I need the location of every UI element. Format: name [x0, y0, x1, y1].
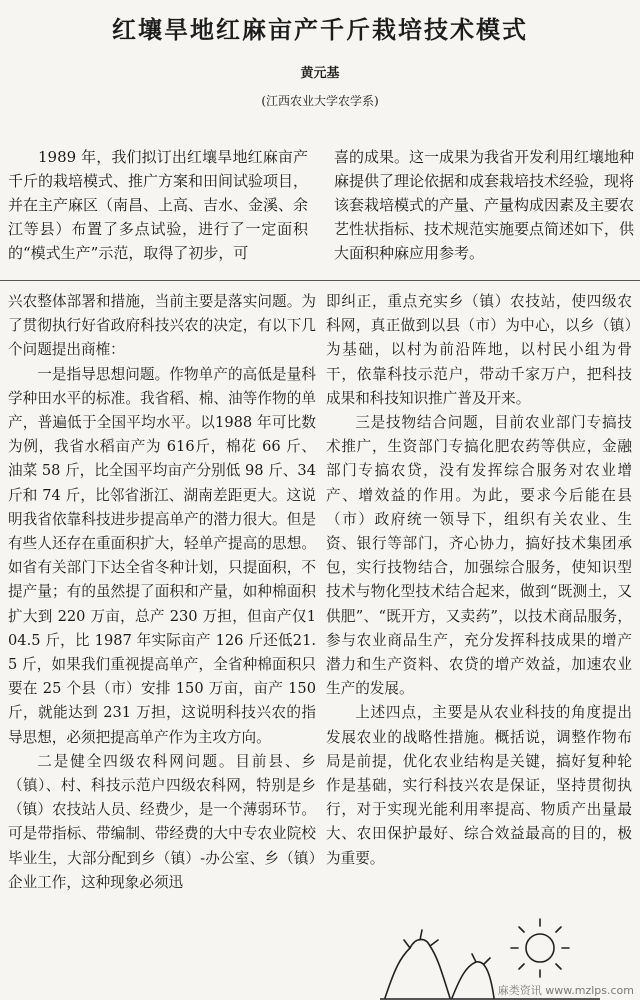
section-divider — [0, 280, 640, 281]
body-paragraph: 三是技物结合问题，目前农业部门专搞技术推广，生资部门专搞化肥农药等供应，金融部门专搞农贷，没有发挥综合服务对农业增产、增效益的作用。为此，要求今后能在县（市）政府统一领导下，组织有关农业、生资、银行等部门，齐心协力，搞好技术集团承包，实行技物结合，加强综合服务，使知识型技术与物化型技术结合起来，做到“既测土，又供肥”、“既开方，又卖药”，以技术商品服务，参与农业商品生产，充分发挥科技成果的增产潜力和生产资料、农贷的增产效益，加速农业生产的发展。 — [326, 414, 632, 698]
body-paragraph: 上述四点，主要是从农业科技的角度提出发展农业的战略性措施。概括说，调整作物布局是前提，优化农业结构是关键，搞好复种轮作是基础，实行科技兴农是保证，坚持贯彻执行，对于实现光能利用率提高、物质产出量最大、农田保护最好、综合效益最高的目的，极为重要。 — [326, 704, 632, 867]
intro-paragraph-left: 1989 年，我们拟订出红壤旱地红麻亩产千斤的栽培模式、推广方案和田间试验项目，并在主产麻区（南昌、上高、吉水、金溪、余江等县）布置了多点试验，进行了一定面积的“模式生产”示范，取得了初步，可 — [8, 148, 309, 262]
intro-paragraph-right: 喜的成果。这一成果为我省开发利用红壤地种麻提供了理论依据和成套栽培技术经验，现将该套栽培模式的产量、产量构成因素及主要农艺性状指标、技术规范实施要点简述如下，供大面积种麻应用参考。 — [334, 148, 635, 262]
author-name: 黄元基 — [300, 66, 340, 81]
body-paragraph: 二是健全四级农科网问题。目前县、乡（镇）、村、科技示范户四级农科网，特别是乡（镇）农技站人员、经费少，是一个薄弱环节。可是带指标、带编制、带经费的大中专农业院校毕业生，大部分配到乡（镇）-办公室、乡（镇）企业工作，这种现象必须迅 — [8, 752, 316, 891]
site-watermark: 麻类资讯 www.mzlps.com — [497, 984, 634, 997]
intro-column-right — [334, 145, 634, 265]
article-title: 红壤旱地红麻亩产千斤栽培技术模式 — [112, 15, 528, 44]
author-affiliation: (江西农业大学农学系) — [261, 94, 379, 108]
intro-column-left — [8, 145, 308, 265]
body-column-left — [8, 290, 316, 895]
body-paragraph: 即纠正，重点充实乡（镇）农技站，使四级农科网，真正做到以县（市）为中心，以乡（镇）为基础，以村为前沿阵地，以村民小组为骨干，依靠科技示范户，带动千家万户，把科技成果和科技知识推广普及开来。 — [326, 293, 632, 407]
body-paragraph: 一是指导思想问题。作物单产的高低是量科学种田水平的标准。我省稻、棉、油等作物的单产，普遍低于全国平均水平。以1988 年可比数为例，我省水稻亩产为 616斤，棉花 66 斤、油菜 58 斤，比全国平均亩产分别低 98 斤、34 斤和 74 斤，比邻省浙江、湖南差距更大。这说明我省依靠科技进步提高单产的潜力很大。但是有些人还存在重面积扩大，轻单产提高的思想。如省有关部门下达全省冬种计划，只提面积，不提产量；有的虽然提了面积和产量，如种棉面积扩大到 220 万亩，总产 230 万担，但亩产仅104.5 斤，比 1987 年实际亩产 126 斤还低21.5 斤，如果我们重视提高单产，全省种棉面积只要在 25 个县（市）安排 150 万亩，亩产 150 斤，就能达到 231 万担，这说明科技兴农的指导思想，必须把提高单产作为主攻方向。 — [8, 365, 316, 746]
body-column-right — [326, 290, 632, 871]
body-paragraph: 兴农整体部署和措施，当前主要是落实问题。为了贯彻执行好省政府科技兴农的决定，有以下几个问题提出商榷： — [8, 293, 316, 359]
